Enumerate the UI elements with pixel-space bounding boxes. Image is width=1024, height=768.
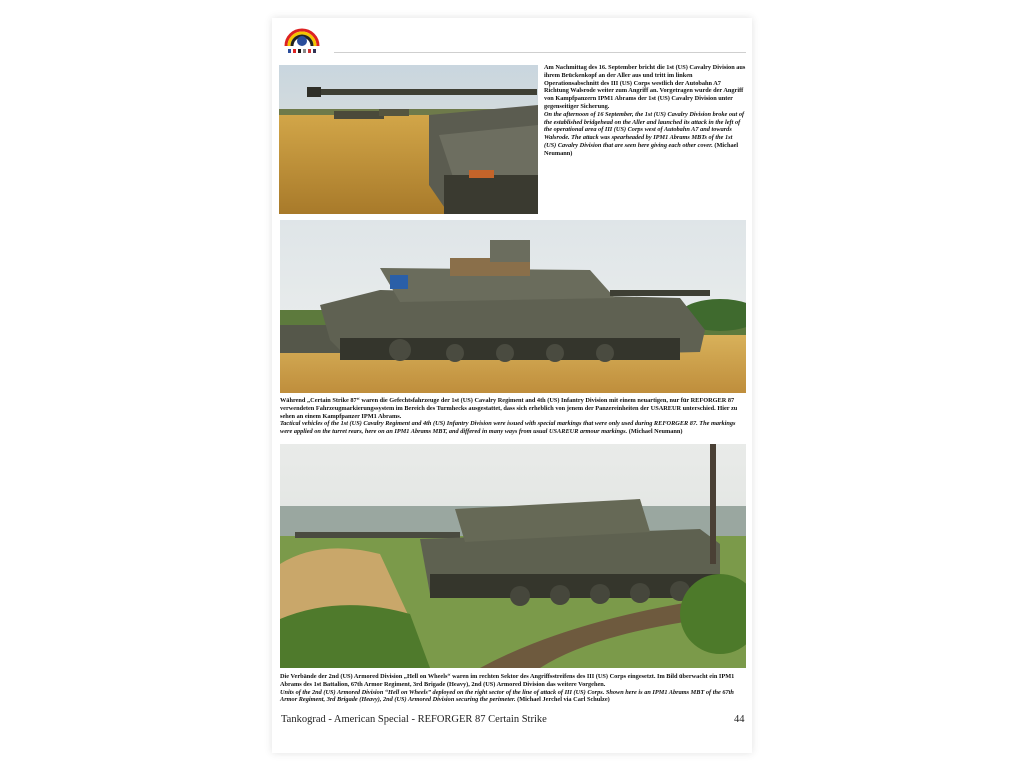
caption-german: Die Verbände der 2nd (US) Armored Division „Hell on Wheels“ waren im rechten Sektor des Angriffsstreifens des III (US) Corps eingesetzt. Im Bild überwacht ein IPM1 Abrams des 1st Battalion, 67th Armor Regiment, 3rd Brigade (Heavy), 2nd (US) Armored Division das weitere Vorgehen. [280, 673, 735, 688]
caption-english: Units of the 2nd (US) Armored Division “Hell on Wheels” deployed on the right sector of the line of attack of III (US) Corps. Shown here is an IPM1 Abrams MBT of the 67th Armor Regiment, 3rd Brigade (Heavy), 2nd (US) Armored Division securing the perimeter. [280, 688, 734, 704]
photo-credit: (Michael Jerchel via Carl Schulze) [517, 696, 610, 704]
header-rule [334, 52, 746, 53]
photo-abrams-perimeter [280, 444, 746, 668]
page-number: 44 [734, 714, 745, 725]
caption-english: On the afternoon of 16 September, the 1st (US) Cavalry Division broke out of the established bridgehead on the Aller and launched its attack in the left of the operational area of III (US) Corps west of Autobahn A7 and towards Walsrode. The attack was spearheaded by IPM1 Abrams MBTs of the 1st (US) Cavalry Division that are seen here giving each other cover. [544, 110, 745, 149]
footer-title: Tankograd - American Special - REFORGER 87 Certain Strike [281, 714, 547, 725]
photo-abrams-wheat-field [279, 65, 538, 214]
caption-english: Tactical vehicles of the 1st (US) Cavalry Regiment and 4th (US) Infantry Division were issued with special markings that were only used during REFORGER 87. The markings were applied on the turret rears, here on an IPM1 Abrams MBT, and differed in many ways from usual USAREUR armour markings. [280, 420, 736, 436]
photo-credit: (Michael Neumann) [544, 141, 739, 157]
caption-german: Während „Certain Strike 87“ waren die Gefechtsfahrzeuge der 1st (US) Cavalry Regiment and 4th (US) Infantry Division mit einem neuartigen, nur für REFORGER 87 verwendeten Fahrzeugmarkierungssystem im Bereich des Turmhecks ausgestattet, dass sich erheblich von jenem der Panzereinheiten der USAREUR unterschied. Hier zu sehen an einem Kampfpanzer IPM1 Abrams. [280, 397, 738, 420]
photo-abrams-side-view [280, 220, 746, 393]
caption-photo-1 [544, 64, 746, 158]
photo-credit: (Michael Neumann) [628, 428, 683, 436]
caption-photo-2 [280, 397, 746, 436]
caption-photo-3 [280, 673, 746, 704]
publisher-logo [282, 24, 322, 56]
caption-german: Am Nachmittag des 16. September bricht die 1st (US) Cavalry Division aus ihrem Brückenkopf an der Aller aus und tritt im linken Operationsabschnitt des III (US) Corps westlich der Autobahn A7 Richtung Walsrode weiter zum Angriff an. Vorgetragen wurde der Angriff von Kampfpanzern IPM1 Abrams der 1st (US) Cavalry Division unter gegenseitiger Sicherung. [544, 64, 746, 110]
